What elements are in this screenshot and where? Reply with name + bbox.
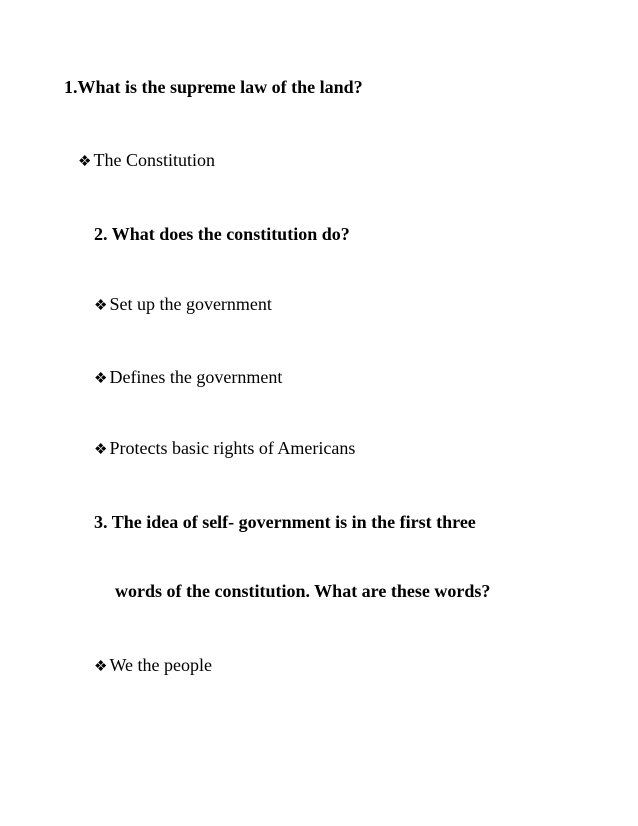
answer-item (78, 149, 215, 173)
question-text: What does the constitution do? (111, 224, 350, 244)
bullet-diamond-icon: ❖ (94, 298, 108, 314)
question-number: 2. (94, 224, 108, 244)
answer-text: Protects basic rights of Americans (109, 438, 356, 458)
answer-text: The Constitution (93, 150, 215, 170)
answer-text: Defines the government (109, 367, 283, 387)
question-2 (94, 223, 350, 245)
question-3 (94, 511, 476, 533)
question-1 (64, 76, 363, 98)
answer-text: We the people (109, 655, 212, 675)
question-number: 1. (64, 77, 78, 97)
bullet-diamond-icon: ❖ (78, 154, 92, 170)
answer-item (94, 366, 282, 390)
answer-item (94, 437, 355, 461)
question-text: The idea of self- government is in the first three (111, 512, 476, 532)
question-text: words of the constitution. What are these words? (115, 581, 491, 601)
answer-item (94, 293, 272, 317)
question-number: 3. (94, 512, 108, 532)
question-text: What is the supreme law of the land? (77, 77, 363, 97)
question-3-continuation (115, 580, 490, 602)
bullet-diamond-icon: ❖ (94, 442, 108, 458)
answer-item (94, 654, 212, 678)
answer-text: Set up the government (109, 294, 272, 314)
bullet-diamond-icon: ❖ (94, 371, 108, 387)
bullet-diamond-icon: ❖ (94, 659, 108, 675)
